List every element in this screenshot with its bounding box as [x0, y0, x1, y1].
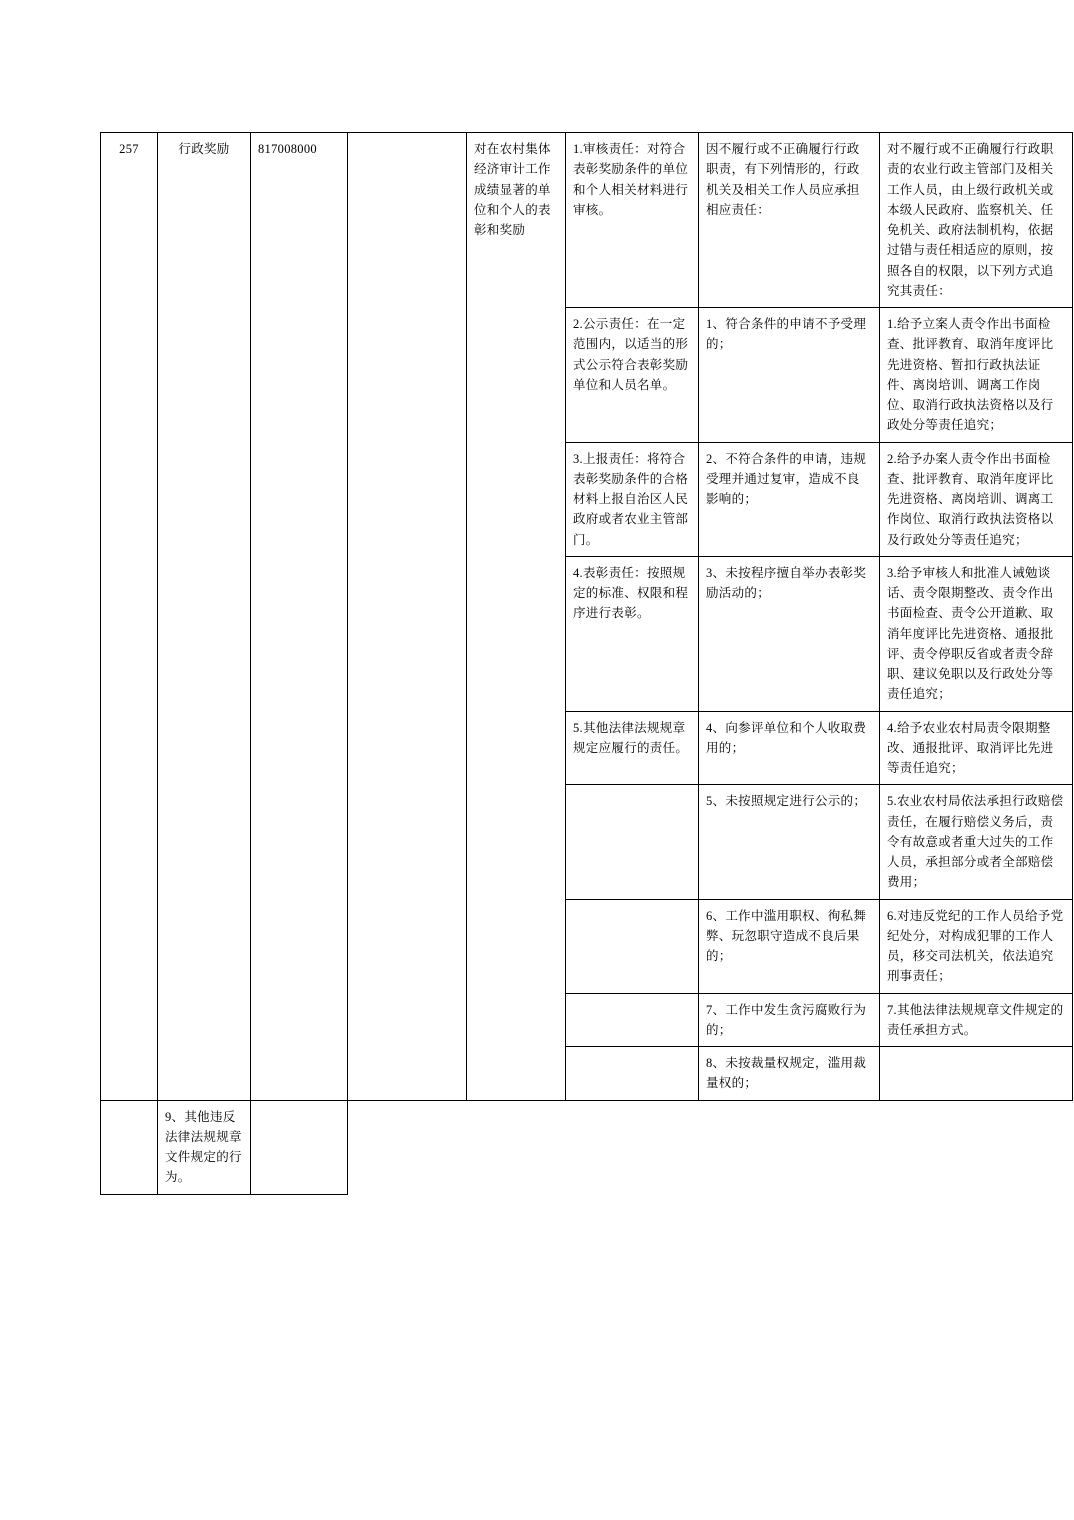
table-row: [101, 1100, 1073, 1194]
cell-responsibility-10: [251, 1100, 348, 1194]
cell-responsibility-8: 7.其他法律法规规章文件规定的责任承担方式。: [880, 993, 1073, 1047]
cell-responsibility-4: 3.给予审核人和批准人诫勉谈话、责令限期整改、责令作出书面检查、责令公开道歉、取消年度评比先进资格、通报批评、责令停职反省或者责令辞职、建议免职以及行政处分等责任追究；: [880, 556, 1073, 711]
cell-duty-2: 2.公示责任：在一定范围内，以适当的形式公示符合表彰奖励单位和人员名单。: [566, 308, 699, 443]
cell-case-7: 6、工作中滥用职权、徇私舞弊、玩忽职守造成不良后果的；: [699, 899, 880, 993]
cell-index: 257: [101, 133, 158, 1101]
cell-case-2: 1、符合条件的申请不予受理的；: [699, 308, 880, 443]
cell-power-type: 行政奖励: [158, 133, 251, 1101]
cell-duty-7: [566, 899, 699, 993]
cell-case-5: 4、向参评单位和个人收取费用的；: [699, 711, 880, 785]
cell-responsibility-3: 2.给予办案人责令作出书面检查、批评教育、取消年度评比先进资格、离岗培训、调离工作岗位、取消行政执法资格以及行政处分等责任追究；: [880, 442, 1073, 556]
cell-case-9: 8、未按裁量权规定，滥用裁量权的；: [699, 1047, 880, 1101]
cell-duty-10: [101, 1100, 158, 1194]
cell-duty-3: 3.上报责任：将符合表彰奖励条件的合格材料上报自治区人民政府或者农业主管部门。: [566, 442, 699, 556]
cell-description: 对在农村集体经济审计工作成绩显著的单位和个人的表彰和奖励: [467, 133, 566, 1101]
cell-responsibility-9: [880, 1047, 1073, 1101]
cell-responsibility-5: 4.给予农业农村局责令限期整改、通报批评、取消评比先进等责任追究；: [880, 711, 1073, 785]
cell-responsibility-1: 对不履行或不正确履行行政职责的农业行政主管部门及相关工作人员，由上级行政机关或本级人民政府、监察机关、任免机关、政府法制机构，依据过错与责任相适应的原则，按照各自的权限，以下列方式追究其责任：: [880, 133, 1073, 308]
cell-duty-4: 4.表彰责任：按照规定的标准、权限和程序进行表彰。: [566, 556, 699, 711]
cell-case-6: 5、未按照规定进行公示的；: [699, 785, 880, 899]
cell-blank: [348, 133, 467, 1101]
cell-responsibility-7: 6.对违反党纪的工作人员给予党纪处分，对构成犯罪的工作人员，移交司法机关，依法追究刑事责任；: [880, 899, 1073, 993]
cell-duty-8: [566, 993, 699, 1047]
cell-duty-1: 1.审核责任：对符合表彰奖励条件的单位和个人相关材料进行审核。: [566, 133, 699, 308]
cell-duty-9: [566, 1047, 699, 1101]
cell-responsibility-2: 1.给予立案人责令作出书面检查、批评教育、取消年度评比先进资格、暂扣行政执法证件、离岗培训、调离工作岗位、取消行政执法资格以及行政处分等责任追究；: [880, 308, 1073, 443]
power-list-table: [100, 132, 1073, 1195]
cell-case-8: 7、工作中发生贪污腐败行为的；: [699, 993, 880, 1047]
cell-case-3: 2、不符合条件的申请，违规受理并通过复审，造成不良影响的；: [699, 442, 880, 556]
cell-duty-5: 5.其他法律法规规章规定应履行的责任。: [566, 711, 699, 785]
cell-responsibility-6: 5.农业农村局依法承担行政赔偿责任，在履行赔偿义务后，责令有故意或者重大过失的工作人员，承担部分或者全部赔偿费用；: [880, 785, 1073, 899]
cell-case-1: 因不履行或不正确履行行政职责，有下列情形的，行政机关及相关工作人员应承担相应责任：: [699, 133, 880, 308]
cell-duty-6: [566, 785, 699, 899]
cell-code: 817008000: [251, 133, 348, 1101]
cell-case-10: 9、其他违反法律法规规章文件规定的行为。: [158, 1100, 251, 1194]
cell-case-4: 3、未按程序擅自举办表彰奖励活动的；: [699, 556, 880, 711]
